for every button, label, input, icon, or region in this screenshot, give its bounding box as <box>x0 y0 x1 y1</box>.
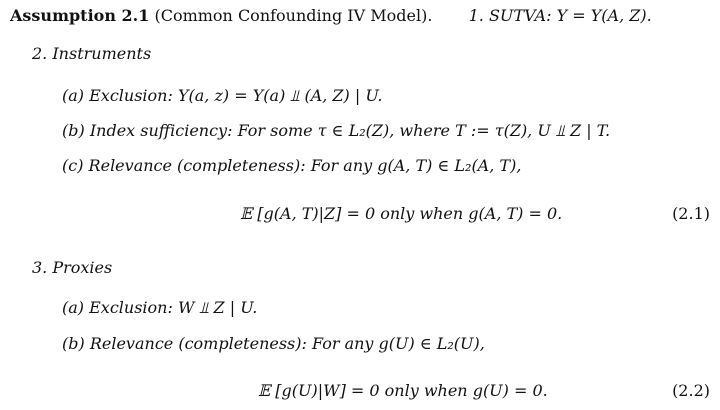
section-3-item-b <box>62 334 485 353</box>
section-3-label: 3. <box>32 258 48 277</box>
equation-number-2-2: (2.2) <box>672 381 710 400</box>
item-text: Relevance (completeness): For any g(U) ∈ L₂(U), <box>89 334 485 353</box>
item-text: Exclusion: W ⫫ Z | U. <box>89 298 258 317</box>
item-label: (b) <box>62 334 85 353</box>
equation-2-1 <box>240 204 562 223</box>
section-3-title: Proxies <box>52 258 113 277</box>
item-text: Index sufficiency: For some τ ∈ L₂(Z), where T := τ(Z), U ⫫ Z | T. <box>89 121 611 140</box>
item-1-label: 1. <box>468 6 484 25</box>
item-label: (a) <box>62 86 85 105</box>
item-text: Relevance (completeness): For any g(A, T) ∈ L₂(A, T), <box>88 156 522 175</box>
assumption-title: Assumption 2.1 <box>10 6 150 25</box>
section-3-heading <box>32 258 112 277</box>
section-2-label: 2. <box>32 44 48 63</box>
item-label: (c) <box>62 156 84 175</box>
item-label: (b) <box>62 121 85 140</box>
section-2-item-b <box>62 121 610 141</box>
equation-text: 𝔼 [g(U)|W] = 0 only when g(U) = 0. <box>258 381 548 400</box>
section-3-item-a <box>62 298 257 318</box>
item-1-text: SUTVA: Y = Y(A, Z). <box>488 6 652 25</box>
section-2-title: Instruments <box>52 44 152 63</box>
item-text: Exclusion: Y(a, z) = Y(a) ⫫ (A, Z) | U. <box>89 86 383 105</box>
section-2-item-c <box>62 156 521 175</box>
assumption-header <box>10 6 652 25</box>
section-2-item-a <box>62 86 382 106</box>
equation-2-2 <box>258 381 548 400</box>
equation-number-2-1: (2.1) <box>672 204 710 223</box>
item-label: (a) <box>62 298 85 317</box>
assumption-subtitle: (Common Confounding IV Model). <box>154 6 433 25</box>
section-2-heading <box>32 44 151 63</box>
equation-text: 𝔼 [g(A, T)|Z] = 0 only when g(A, T) = 0. <box>240 204 563 223</box>
